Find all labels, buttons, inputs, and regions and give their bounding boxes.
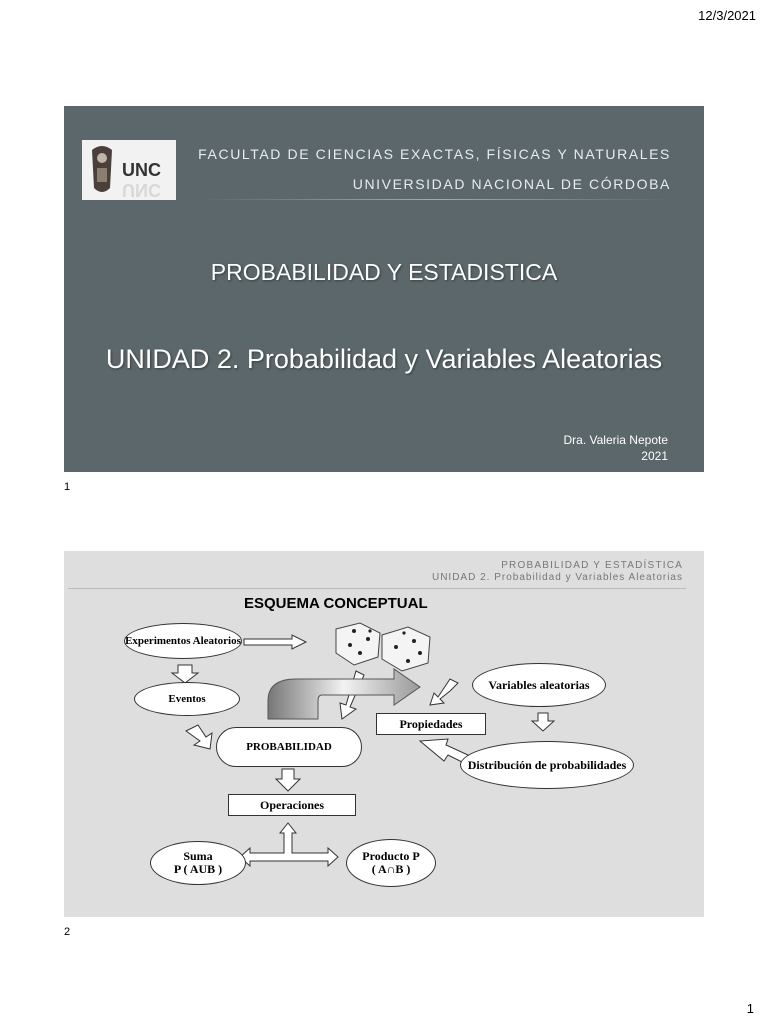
node-experimentos-aleatorios: Experimentos Aleatorios bbox=[124, 623, 242, 659]
node-eventos: Eventos bbox=[134, 682, 240, 716]
page-number: 1 bbox=[746, 1001, 754, 1016]
arrow-operaciones-tee bbox=[240, 823, 338, 866]
svg-text:UNC: UNC bbox=[122, 180, 161, 200]
author-block bbox=[564, 432, 669, 464]
arrow-eventos-to-probabilidad bbox=[186, 725, 212, 749]
logo-text: UNC bbox=[122, 160, 161, 180]
slide-number: 1 bbox=[64, 481, 71, 493]
course-title: PROBABILIDAD Y ESTADISTICA bbox=[210, 259, 558, 285]
arrow-probabilidad-to-operaciones bbox=[276, 769, 300, 791]
unit-title: UNIDAD 2. Probabilidad y Variables Aleatorias bbox=[105, 344, 663, 374]
header-divider bbox=[199, 199, 672, 200]
dice-icon bbox=[336, 623, 430, 671]
diagram-title: ESQUEMA CONCEPTUAL bbox=[244, 595, 428, 612]
node-variables-aleatorias: Variables aleatorias bbox=[472, 663, 606, 707]
node-propiedades: Propiedades bbox=[376, 713, 486, 735]
arrow-experimentos-to-eventos bbox=[172, 665, 198, 683]
suma-formula: P ( AUB ) bbox=[173, 862, 223, 876]
node-suma bbox=[150, 841, 246, 885]
university-name: UNIVERSIDAD NACIONAL DE CÓRDOBA bbox=[352, 176, 671, 192]
author-name: Dra. Valeria Nepote bbox=[563, 433, 668, 447]
concept-map-slide bbox=[64, 551, 704, 917]
suma-label: Suma bbox=[183, 849, 213, 863]
print-date: 12/3/2021 bbox=[698, 8, 756, 23]
producto-label: Producto P bbox=[362, 849, 420, 863]
slide-number: 2 bbox=[64, 926, 71, 938]
node-operaciones: Operaciones bbox=[228, 794, 356, 816]
arrow-experimentos-to-dice bbox=[244, 635, 306, 649]
author-year: 2021 bbox=[641, 449, 668, 463]
arrow-variables-to-propiedades bbox=[430, 679, 458, 705]
arrow-variables-to-distribucion bbox=[532, 713, 554, 731]
title-slide bbox=[64, 106, 704, 472]
node-probabilidad: PROBABILIDAD bbox=[216, 727, 362, 767]
faculty-name: FACULTAD DE CIENCIAS EXACTAS, FÍSICAS Y NATURALES bbox=[198, 146, 671, 162]
unc-logo bbox=[82, 140, 176, 200]
slide-unit-header: UNIDAD 2. Probabilidad y Variables Aleatorias bbox=[431, 572, 683, 583]
slide-course-header: PROBABILIDAD Y ESTADÍSTICA bbox=[501, 560, 683, 571]
node-distribucion-de-probabilidades: Distribución de probabilidades bbox=[460, 741, 634, 789]
node-producto bbox=[346, 839, 436, 887]
producto-formula: ( A∩B ) bbox=[371, 862, 411, 876]
